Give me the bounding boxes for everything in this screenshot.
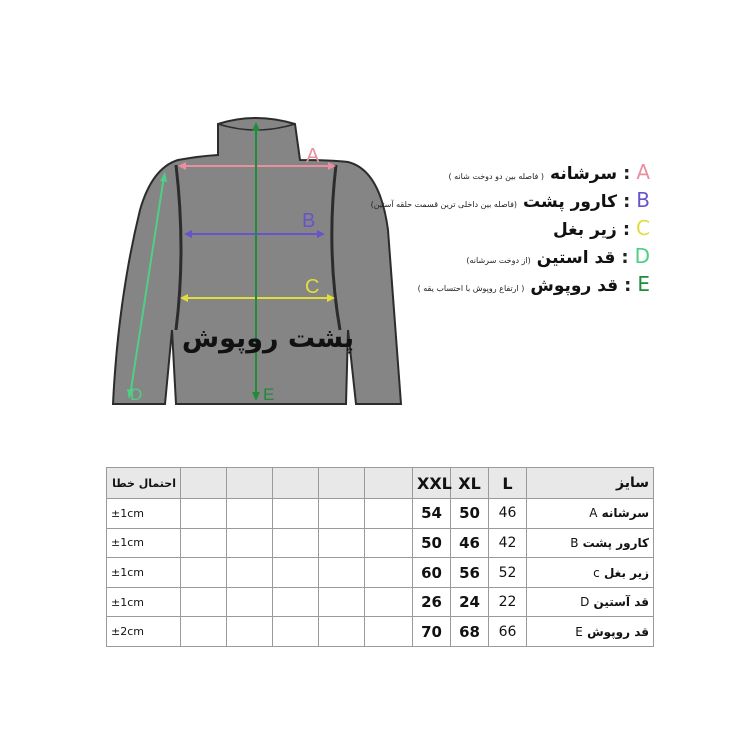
empty-cell (181, 499, 227, 529)
legend-colon: : (623, 191, 631, 212)
legend-note: (فاصله بین داخلی ترین قسمت حلقه آستین) (370, 200, 518, 209)
empty-cell (181, 617, 227, 647)
empty-cell (365, 528, 413, 558)
legend-item-B (360, 188, 650, 216)
empty-cell (365, 468, 413, 499)
legend-colon: : (623, 163, 631, 184)
empty-cell (227, 528, 273, 558)
empty-cell (365, 499, 413, 529)
empty-cell (273, 558, 319, 588)
legend-name: قد استین (536, 248, 616, 268)
value-xxl: 50 (413, 528, 451, 558)
error-cell: ±1cm (107, 558, 181, 588)
table-row (107, 499, 654, 529)
legend-note: ( ارتفاع روپوش با احتساب یقه ) (417, 284, 525, 293)
row-label (527, 617, 654, 647)
back-title: پشت روپوش (181, 323, 355, 354)
legend-note: (از دوخت سرشانه) (466, 256, 531, 265)
row-label (527, 558, 654, 588)
legend-note: ( فاصله بین دو دوخت شانه ) (448, 172, 545, 181)
value-xl: 46 (451, 528, 489, 558)
value-xxl: 70 (413, 617, 451, 647)
legend-letter: D (634, 244, 650, 268)
value-l: 52 (489, 558, 527, 588)
empty-cell (227, 558, 273, 588)
legend-name: زیر بغل (553, 220, 617, 240)
value-l: 22 (489, 587, 527, 617)
empty-cell (273, 499, 319, 529)
size-table-wrapper (106, 467, 653, 647)
size-header-xxl: XXL (413, 468, 451, 499)
row-label (527, 528, 654, 558)
legend-name: سرشانه (550, 164, 618, 184)
empty-cell (365, 617, 413, 647)
error-cell: ±2cm (107, 617, 181, 647)
empty-cell (273, 528, 319, 558)
measure-B-label: B (302, 210, 316, 232)
table-row (107, 617, 654, 647)
measure-A-label: A (306, 145, 320, 167)
legend-colon: : (622, 219, 631, 240)
row-name: زیر بغل (603, 565, 649, 580)
value-l: 46 (489, 499, 527, 529)
empty-cell (319, 558, 365, 588)
empty-cell (273, 468, 319, 499)
row-name: سرشانه (601, 506, 649, 521)
empty-cell (181, 528, 227, 558)
row-code: E (575, 624, 583, 639)
value-xl: 56 (451, 558, 489, 588)
legend-item-D (360, 244, 650, 272)
empty-cell (319, 617, 365, 647)
row-code: D (580, 595, 590, 610)
value-l: 66 (489, 617, 527, 647)
error-header: احتمال خطا (107, 468, 181, 499)
empty-cell (181, 558, 227, 588)
row-name: قد روپوش (587, 624, 649, 639)
empty-cell (365, 558, 413, 588)
measure-D-label: D (130, 385, 143, 404)
measure-C-label: C (305, 276, 320, 298)
error-cell: ±1cm (107, 499, 181, 529)
row-name: کارور پشت (582, 535, 649, 550)
value-xxl: 60 (413, 558, 451, 588)
empty-cell (273, 587, 319, 617)
value-xl: 24 (451, 587, 489, 617)
size-header: سایز (527, 468, 654, 499)
legend-name: کارور پشت (523, 192, 618, 212)
empty-cell (273, 617, 319, 647)
row-code: B (570, 535, 579, 550)
measure-E-label: E (263, 385, 275, 404)
empty-cell (227, 468, 273, 499)
empty-cell (319, 528, 365, 558)
row-label (527, 587, 654, 617)
legend-colon: : (621, 247, 629, 268)
value-l: 42 (489, 528, 527, 558)
table-header-row (107, 468, 654, 499)
legend-letter: E (637, 272, 650, 296)
table-row (107, 528, 654, 558)
empty-cell (319, 587, 365, 617)
value-xl: 50 (451, 499, 489, 529)
legend-letter: C (636, 216, 650, 240)
size-header-l: L (489, 468, 527, 499)
empty-cell (227, 587, 273, 617)
error-cell: ±1cm (107, 528, 181, 558)
empty-cell (227, 617, 273, 647)
row-label (527, 499, 654, 529)
measurement-legend (360, 160, 650, 300)
size-table (106, 467, 654, 647)
row-code: c (593, 565, 600, 580)
legend-item-C (360, 216, 650, 244)
legend-name: قد روپوش (530, 276, 619, 296)
size-header-xl: XL (451, 468, 489, 499)
value-xxl: 54 (413, 499, 451, 529)
empty-cell (319, 499, 365, 529)
row-code: A (589, 506, 598, 521)
error-cell: ±1cm (107, 587, 181, 617)
table-row (107, 558, 654, 588)
legend-item-E (360, 272, 650, 300)
row-name: قد آستین (593, 595, 649, 610)
empty-cell (181, 468, 227, 499)
legend-letter: B (636, 188, 650, 212)
legend-item-A (360, 160, 650, 188)
empty-cell (181, 587, 227, 617)
empty-cell (319, 468, 365, 499)
legend-letter: A (636, 160, 650, 184)
value-xxl: 26 (413, 587, 451, 617)
table-row (107, 587, 654, 617)
empty-cell (365, 587, 413, 617)
empty-cell (227, 499, 273, 529)
legend-colon: : (624, 275, 632, 296)
value-xl: 68 (451, 617, 489, 647)
